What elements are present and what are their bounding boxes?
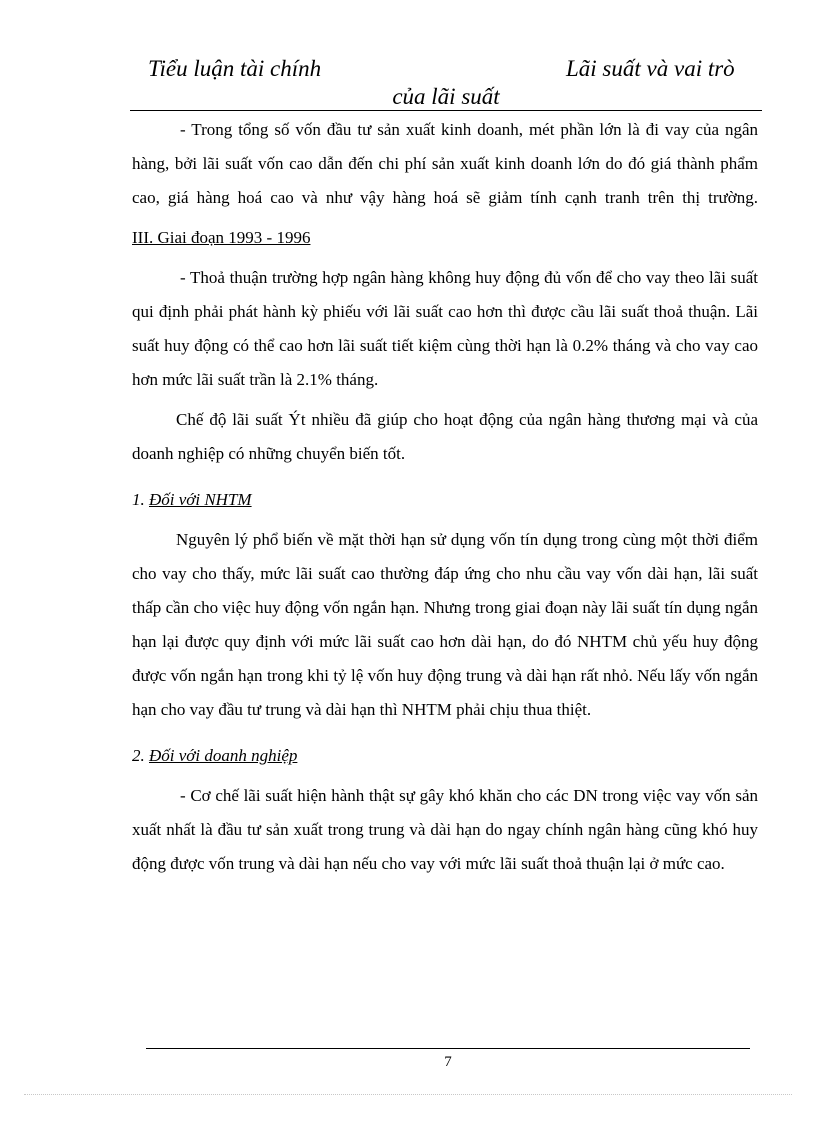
header-right-title: Lãi suất và vai trò [566,56,735,81]
page-bottom-margin-line [24,1094,792,1095]
subheading-enterprises [132,739,758,773]
paragraph-commercial-banks: Nguyên lý phổ biến về mặt thời hạn sử dụng vốn tín dụng trong cùng một thời điểm cho vay cho thấy, mức lãi suất cao thường đáp ứng cho nhu cầu vay vốn dài hạn, lãi suất thấp cần cho việc huy động vốn ngắn hạn. Nhưng trong giai đoạn này lãi suất tín dụng ngắn hạn lại được quy định với mức lãi suất cao hơn dài hạn, do đó NHTM chủ yếu huy động được vốn ngắn hạn trong khi tỷ lệ vốn huy động trung và dài hạn rất nhỏ. Nếu lấy vốn ngắn hạn cho vay đầu tư trung và dài hạn thì NHTM phải chịu thua thiệt. [132,530,758,719]
paragraph-rate-regime-effect: Chế độ lãi suất Ýt nhiều đã giúp cho hoạt động của ngân hàng thương mại và của doanh nghiệp có những chuyển biến tốt. [132,410,758,463]
header-left-title: Tiểu luận tài chính [148,56,322,81]
subheading-title: Đối với doanh nghiệp [149,746,298,765]
subheading-number: 1. [132,490,145,509]
subheading-title: Đối với NHTM [149,490,252,509]
header-right-title-continuation: của lãi suất [392,84,500,109]
paragraph-negotiated-rate: - Thoả thuận trường hợp ngân hàng không huy động đủ vốn để cho vay theo lãi suất qui định phải phát hành kỳ phiếu với lãi suất cao hơn thì được cầu lãi suất thoả thuận. Lãi suất huy động có thể cao hơn lãi suất tiết kiệm cùng thời hạn là 0.2% tháng và cho vay cao hơn mức lãi suất trần là 2.1% tháng. [132,268,758,389]
header-rule [130,110,762,111]
paragraph-enterprises: - Cơ chế lãi suất hiện hành thật sự gây khó khăn cho các DN trong việc vay vốn sản xuất nhất là đầu tư sản xuất trong trung và dài hạn do ngay chính ngân hàng cũng khó huy động được vốn trung và dài hạn nếu cho vay với mức lãi suất thoả thuận lại ở mức cao. [132,786,758,873]
footer-rule [146,1048,750,1049]
section-heading-1993-1996: III. Giai đoạn 1993 - 1996 [132,228,311,247]
subheading-commercial-banks [132,483,758,517]
document-body [132,113,758,881]
page-number: 7 [444,1054,452,1070]
paragraph-capital-cost: - Trong tổng số vốn đầu tư sản xuất kinh doanh, mét phần lớn là đi vay của ngân hàng, bởi lãi suất vốn cao dẫn đến chi phí sản xuất kinh doanh lớn do đó giá thành phẩm cao, giá hàng hoá cao và như vậy hàng hoá sẽ giảm tính cạnh tranh trên thị trường. [132,120,758,207]
subheading-number: 2. [132,746,145,765]
